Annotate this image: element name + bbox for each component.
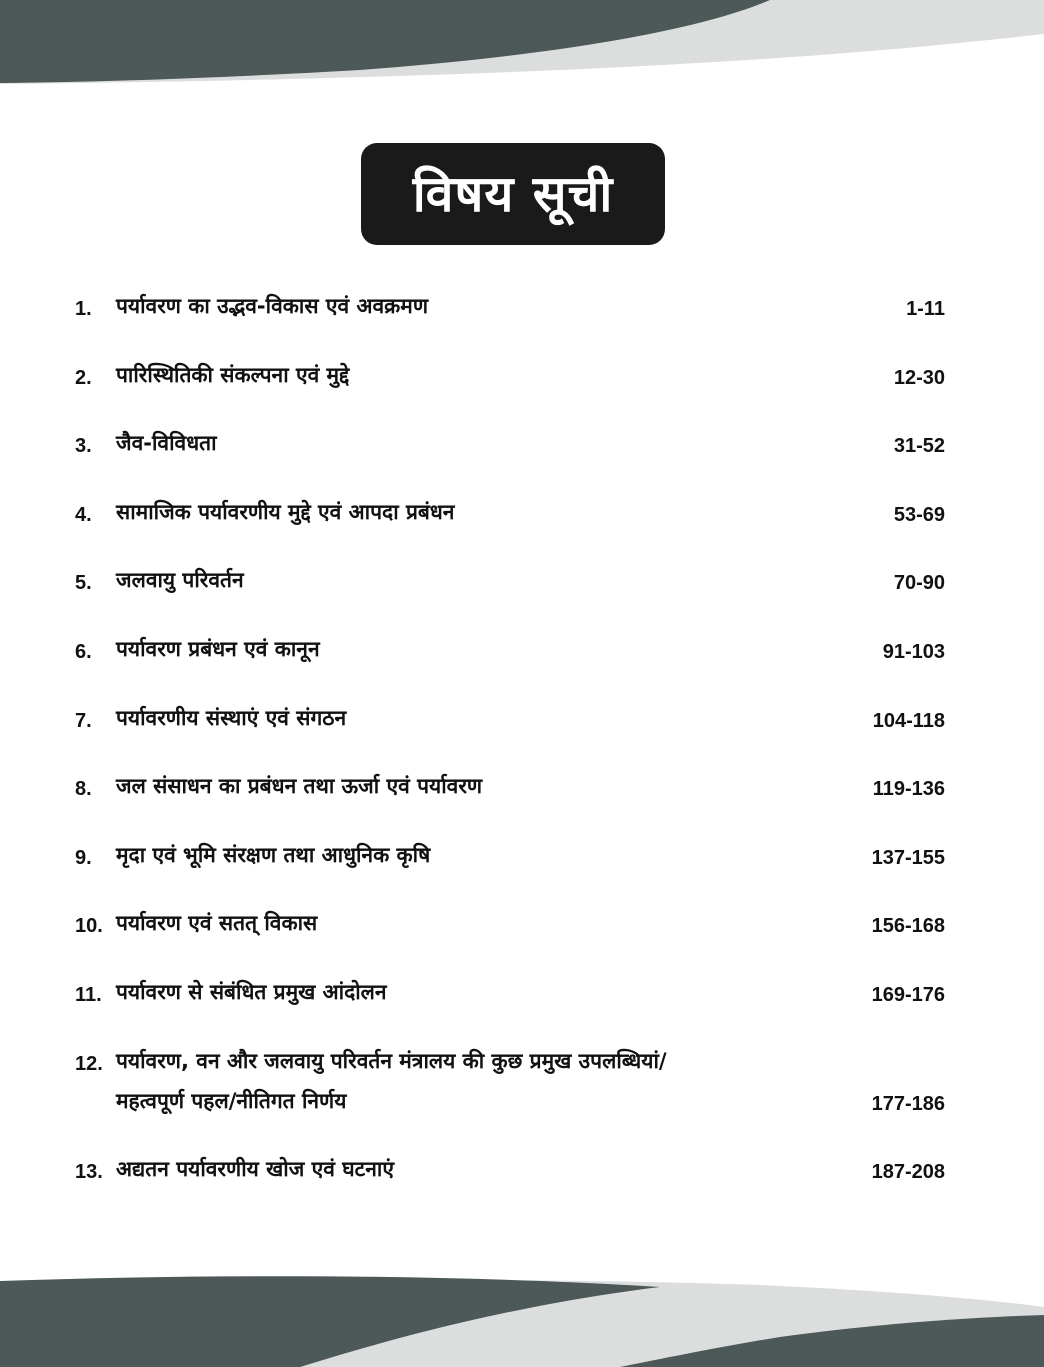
toc-number: 8. [75, 778, 92, 801]
toc-pages: 12-30 [893, 366, 945, 389]
toc-number: 7. [75, 709, 92, 732]
toc-number: 2. [75, 366, 92, 389]
toc-entry-1 [75, 286, 945, 332]
toc-title: पर्यावरण, वन और जलवायु परिवर्तन मंत्रालय की कुछ प्रमुख उपलब्धियां/महत्वपूर्ण पहल/नीतिगत निर्णय [116, 1048, 667, 1113]
toc-number: 6. [75, 640, 92, 663]
toc-number: 1. [75, 298, 92, 320]
toc-title: जलवायु परिवर्तन [116, 568, 244, 593]
toc-title: पर्यावरण प्रबंधन एवं कानून [116, 636, 320, 661]
toc-entry-12 [75, 1041, 945, 1127]
toc-pages: 31-52 [893, 435, 945, 458]
toc-title: जल संसाधन का प्रबंधन तथा ऊर्जा एवं पर्यावरण [116, 774, 483, 799]
toc-entry-4 [75, 492, 945, 538]
page-title: विषय सूची [412, 165, 614, 223]
title-box [361, 143, 665, 245]
toc-title: पर्यावरणीय संस्थाएं एवं संगठन [116, 705, 347, 730]
toc-entry-3 [75, 423, 945, 469]
toc-entry-2 [75, 355, 945, 401]
toc-entry-9 [75, 835, 945, 881]
toc-entry-8 [75, 766, 945, 812]
toc-pages: 91-103 [882, 640, 945, 663]
toc-number: 9. [75, 846, 92, 869]
toc-title: मृदा एवं भूमि संरक्षण तथा आधुनिक कृषि [116, 842, 431, 867]
toc-pages: 137-155 [871, 846, 945, 869]
toc-entry-5 [75, 560, 945, 606]
toc-entry-10 [75, 903, 945, 949]
toc-title: पर्यावरण एवं सतत् विकास [116, 911, 318, 936]
toc-pages: 1-11 [906, 298, 945, 320]
toc-number: 3. [75, 435, 92, 458]
toc-pages: 104-118 [872, 709, 945, 732]
toc-number: 4. [75, 503, 92, 526]
toc-pages: 53-69 [893, 503, 945, 526]
toc-title: पारिस्थितिकी संकल्पना एवं मुद्दे [116, 362, 350, 387]
table-of-contents [75, 286, 945, 1218]
bottom-decorative-band [0, 1267, 1044, 1367]
toc-title: पर्यावरण का उद्भव-विकास एवं अवक्रमण [116, 294, 429, 318]
toc-number: 11. [75, 983, 102, 1006]
toc-title: जैव-विविधता [116, 431, 217, 456]
toc-pages: 177-186 [871, 1092, 945, 1115]
toc-pages: 187-208 [871, 1161, 945, 1184]
toc-pages: 156-168 [871, 915, 945, 938]
top-decorative-band [0, 0, 1044, 90]
toc-pages: 169-176 [871, 983, 945, 1006]
toc-number: 13. [75, 1161, 103, 1184]
toc-entry-13 [75, 1149, 945, 1195]
toc-number: 5. [75, 572, 92, 595]
toc-number: 12. [75, 1052, 103, 1075]
toc-entry-7 [75, 698, 945, 744]
toc-title: सामाजिक पर्यावरणीय मुद्दे एवं आपदा प्रबंधन [116, 499, 455, 524]
toc-title: अद्यतन पर्यावरणीय खोज एवं घटनाएं [116, 1157, 394, 1182]
toc-title: पर्यावरण से संबंधित प्रमुख आंदोलन [116, 979, 387, 1004]
toc-number: 10. [75, 915, 103, 938]
toc-entry-11 [75, 972, 945, 1018]
toc-pages: 119-136 [872, 778, 945, 801]
toc-entry-6 [75, 629, 945, 675]
toc-pages: 70-90 [893, 572, 945, 595]
